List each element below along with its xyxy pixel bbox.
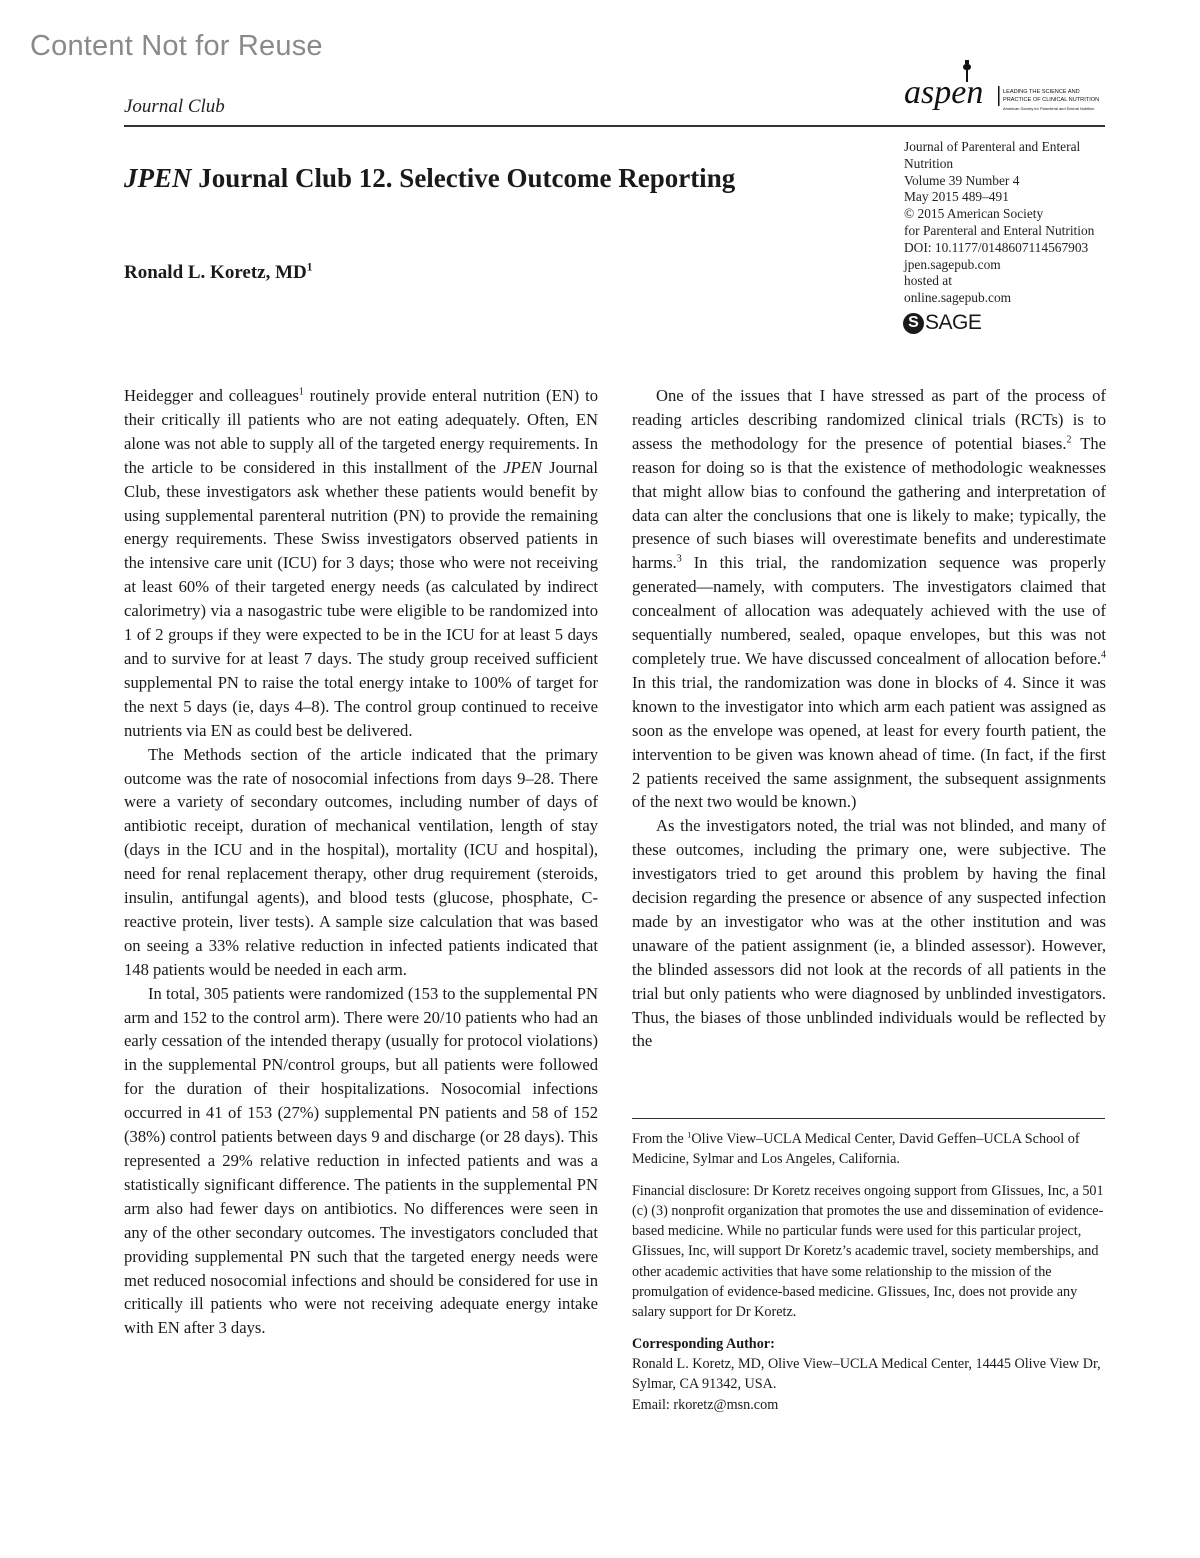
corresponding-author-email: Email: rkoretz@msn.com bbox=[632, 1396, 779, 1413]
journal-info-line: Nutrition bbox=[904, 155, 954, 171]
journal-info bbox=[904, 139, 1114, 307]
header-rule bbox=[124, 125, 1105, 127]
journal-info-line: for Parenteral and Enteral Nutrition bbox=[904, 222, 1095, 238]
body-paragraph: In total, 305 patients were randomized (153 to the supplemental PN arm and 152 to the control arm). There were 20/10 patients who had an early cessation of the intended therapy (usually for protocol violations) in the supplemental PN/control groups, but all patients were followed for the duration of their hospitalizations. Nosocomial infections occurred in 41 of 153 (27%) supplemental PN patients and 58 of 152 (38%) control patients between days 9 and discharge (or 28 days). This represented a 29% relative reduction in infected patients and was a statistically significant difference. The patients in the supplemental PN arm also had fewer days on antibiotics. No differences were seen in any of the other secondary outcomes. The investigators concluded that providing supplemental PN such that the targeted energy needs were met reduced nosocomial infections and should be considered for use in critically ill patients who were not receiving adequate energy intake with EN after 3 days. bbox=[124, 983, 598, 1338]
watermark: Content Not for Reuse bbox=[30, 30, 323, 62]
article-title bbox=[124, 160, 844, 196]
body-paragraph: Heidegger and colleagues$^1$ routinely provide enteral nutrition (EN) to their critically ill patients who are not eating adequately. Often, EN alone was not able to supply all of the targeted energy requirements. In the article to be considered in this installment of the JPEN Journal Club, these investigators ask whether these patients would benefit by using supplemental parenteral nutrition (PN) to provide the remaining energy requirements. These Swiss investigators observed patients in the intensive care unit (ICU) for 3 days; those who were not receiving at least 60% of their targeted energy needs (as calculated by indirect calorimetry) via a nasogastric tube were eligible to be randomized into 1 of 2 groups if they were expected to be in the ICU for at least 5 days and to survive for at least 7 days. The study group received sufficient supplemental PN to raise the total energy intake to 100% of target for the next 5 days (ie, days 4–8). The control group continued to receive nutrients via EN as could best be delivered. bbox=[124, 386, 599, 740]
aspen-subline: American Society for Parenteral and Enteral Nutrition bbox=[1003, 106, 1095, 111]
journal-info-line: May 2015 489–491 bbox=[904, 189, 1009, 205]
aspen-tagline-1: LEADING THE SCIENCE AND bbox=[1003, 89, 1080, 95]
section-label: Journal Club bbox=[124, 96, 225, 117]
sage-logo bbox=[903, 311, 981, 335]
journal-info-line: online.sagepub.com bbox=[904, 290, 1012, 306]
author-line bbox=[124, 262, 312, 284]
sage-wordmark: SAGE bbox=[925, 311, 982, 334]
journal-info-line: © 2015 American Society bbox=[904, 206, 1044, 222]
affiliation-footnote: From the $^1$Olive View–UCLA Medical Center, David Geffen–UCLA School of Medicine, Sylmar and Los Angeles, California. bbox=[632, 1129, 1080, 1168]
corresponding-author-address: Ronald L. Koretz, MD, Olive View–UCLA Medical Center, 14445 Olive View Dr, Sylmar, CA 91342, USA. bbox=[632, 1355, 1101, 1393]
financial-disclosure: Financial disclosure: Dr Koretz receives ongoing support from GIissues, Inc, a 501 (c) (3) nonprofit organization that promotes the use and dissemination of evidence-based medicine. While no particular funds were used for this particular project, GIissues, Inc, will support Dr Koretz’s academic travel, society memberships, and other academic activities that have some relationship to the mission of the promulgation of evidence-based medicine. GIissues, Inc, does not provide any salary support for Dr Koretz. bbox=[632, 1182, 1104, 1321]
aspen-wordmark: aspen bbox=[904, 74, 984, 111]
aspen-logo bbox=[902, 58, 1107, 120]
author-name: Ronald L. Koretz, MD bbox=[124, 262, 307, 283]
title-text: Journal Club 12. Selective Outcome Reporting bbox=[191, 163, 736, 193]
footnotes bbox=[632, 1129, 1106, 1415]
body-column-left bbox=[124, 384, 598, 1340]
journal-info-line: DOI: 10.1177/0148607114567903 bbox=[904, 239, 1089, 255]
journal-info-line: Volume 39 Number 4 bbox=[904, 172, 1020, 188]
body-column-right bbox=[632, 384, 1106, 1053]
journal-info-line: hosted at bbox=[904, 273, 952, 289]
body-paragraph: The Methods section of the article indicated that the primary outcome was the rate of nosocomial infections from days 9–28. There were a variety of secondary outcomes, including number of days of antibiotic receipt, duration of mechanical ventilation, length of stay (days in the ICU and in the hospital), mortality (ICU and hospital), need for renal replacement therapy, other drug requirement (steroids, insulin, antifungal agents), and blood tests (glucose, phosphate, C-reactive protein, liver tests). A sample size calculation that was based on seeing a 33% relative reduction in infected patients indicated that 148 patients would be needed in each arm. bbox=[124, 744, 598, 979]
author-affiliation-mark: 1 bbox=[306, 261, 313, 274]
corresponding-author-heading: Corresponding Author: bbox=[632, 1335, 775, 1352]
corresponding-author bbox=[632, 1334, 1106, 1415]
title-journal-name: JPEN bbox=[124, 163, 192, 193]
footnote-rule bbox=[632, 1118, 1105, 1119]
sage-s-icon: S bbox=[903, 313, 924, 334]
journal-info-line: Journal of Parenteral and Enteral bbox=[904, 139, 1081, 154]
journal-info-line: jpen.sagepub.com bbox=[904, 256, 1001, 272]
body-paragraph: One of the issues that I have stressed as part of the process of reading articles describing randomized clinical trials (RCTs) is to assess the methodology for the presence of potential biases.$^2$ The reason for doing so is that the existence of methodologic weaknesses that might allow bias to confound the gathering and interpretation of data can alter the conclusions that one is likely to make; typically, the presence of such biases will overestimate benefits and underestimate harms.$^3$ In this trial, the randomization sequence was properly generated—namely, with computers. The investigators claimed that concealment of allocation was adequately achieved with the use of sequentially numbered, sealed, opaque envelopes, but this was not completely true. We have discussed concealment of allocation before.$^4$ In this trial, the randomization was done in blocks of 4. Since it was known to the investigator into which arm each patient was assigned as soon as the envelope was opened, at least for every fourth patient, the intervention to be given was known ahead of time. (In fact, if the first 2 patients received the same assignment, the subsequent assignments of the next two would be known.) bbox=[632, 386, 1106, 812]
body-paragraph: As the investigators noted, the trial was not blinded, and many of these outcomes, including the primary one, were subjective. The investigators tried to get around this problem by having the final decision regarding the presence or absence of any suspected infection made by an investigator who was at the other institution and was unaware of the patient assignment (ie, a blinded assessor). However, the blinded assessors did not look at the records of all patients in the trial but only patients who were diagnosed by unblinded investigators. Thus, the biases of those unblinded individuals would be reflected by the bbox=[632, 816, 1106, 1051]
aspen-tagline-2: PRACTICE OF CLINICAL NUTRITION bbox=[1003, 97, 1100, 103]
